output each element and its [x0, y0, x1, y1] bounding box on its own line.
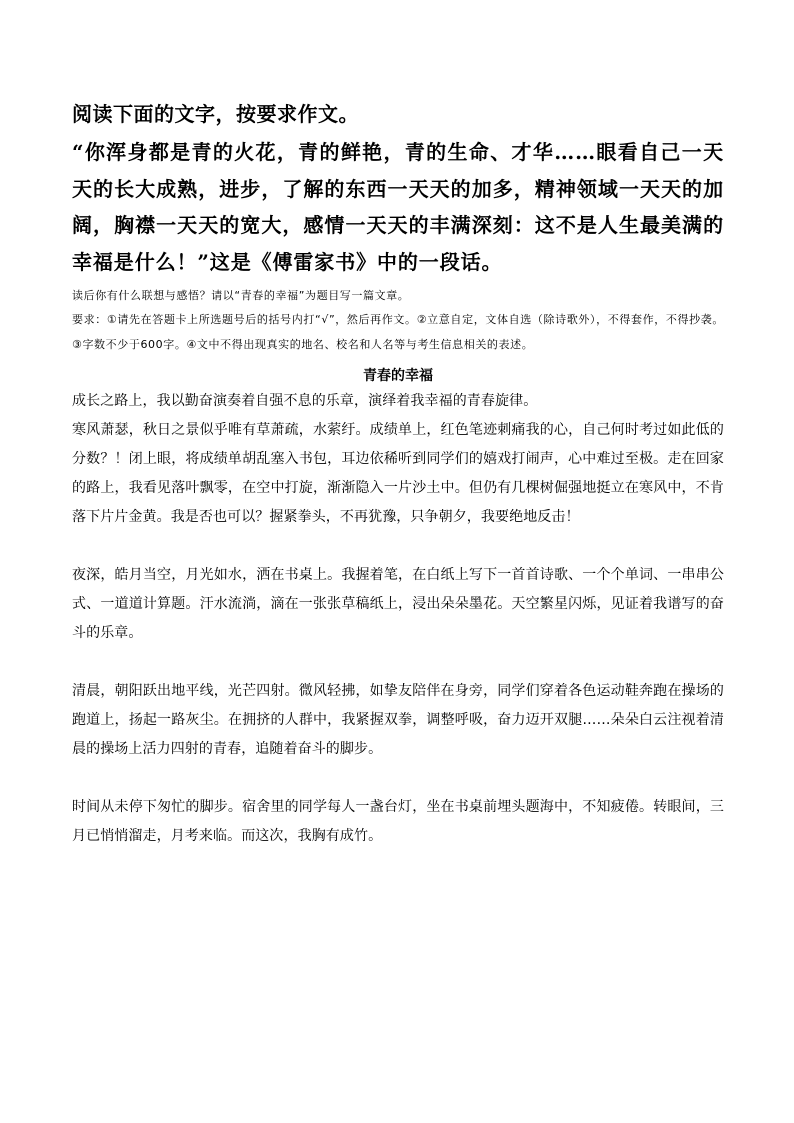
essay-paragraph: 寒风萧瑟，秋日之景似乎唯有草萧疏，水萦纡。成绩单上，红色笔迹刺痛我的心，自己何时考过如此低的分数？！闭上眼，将成绩单胡乱塞入书包，耳边依稀听到同学们的嬉戏打闹声，心中难过至极。走在回家的路上，我看见落叶飘零，在空中打旋，渐渐隐入一片沙土中。但仍有几棵树倔强地挺立在寒风中，不肯落下片片金黄。我是否也可以？握紧拳头，不再犹豫，只争朝夕，我要绝地反击！: [72, 422, 724, 525]
paragraph-spacer: [72, 764, 724, 793]
document-page: [72, 98, 724, 851]
essay-body: [72, 387, 724, 851]
essay-paragraph: 清晨，朝阳跃出地平线，光芒四射。微风轻拂，如挚友陪伴在身旁，同学们穿着各色运动鞋奔跑在操场的跑道上，扬起一路灰尘。在拥挤的人群中，我紧握双拳，调整呼吸，奋力迈开双腿……朵朵白云注视着清晨的操场上活力四射的青春，追随着奋斗的脚步。: [72, 683, 724, 757]
essay-title: 青春的幸福: [363, 368, 433, 384]
essay-paragraph: 时间从未停下匆忙的脚步。宿舍里的同学每人一盏台灯，坐在书桌前埋头题海中，不知疲倦。转眼间，三月已悄悄溜走，月考来临。而这次，我胸有成竹。: [72, 799, 724, 844]
paragraph-spacer: [72, 532, 724, 561]
prompt-quote: “你浑身都是青的火花，青的鲜艳，青的生命、才华……眼看自己一天天的长大成熟，进步，了解的东西一天天的加多，精神领域一天天的加阔，胸襟一天天的宽大，感情一天天的丰满深刻：这不是人生最美满的幸福是什么！”这是《傅雷家书》中的一段话。: [72, 140, 724, 274]
prompt-note: 读后你有什么联想与感悟？请以“青春的幸福”为题目写一篇文章。: [72, 289, 410, 302]
essay-paragraph: 夜深，皓月当空，月光如水，洒在书桌上。我握着笔，在白纸上写下一首首诗歌、一个个单词、一串串公式、一道道计算题。汗水流淌，滴在一张张草稿纸上，浸出朵朵墨花。天空繁星闪烁，见证着我谱写的奋斗的乐章。: [72, 567, 724, 641]
paragraph-spacer: [72, 648, 724, 677]
prompt-instruction: 阅读下面的文字，按要求作文。: [72, 102, 359, 126]
prompt-requirements: 要求：①请先在答题卡上所选题号后的括号内打“√”，然后再作文。②立意自定，文体自选（除诗歌外），不得套作，不得抄袭。③字数不少于600字。④文中不得出现真实的地名、校名和人名等与考生信息相关的表述。: [72, 313, 724, 351]
essay-paragraph: 成长之路上，我以勤奋演奏着自强不息的乐章，演绎着我幸福的青春旋律。: [72, 393, 538, 409]
